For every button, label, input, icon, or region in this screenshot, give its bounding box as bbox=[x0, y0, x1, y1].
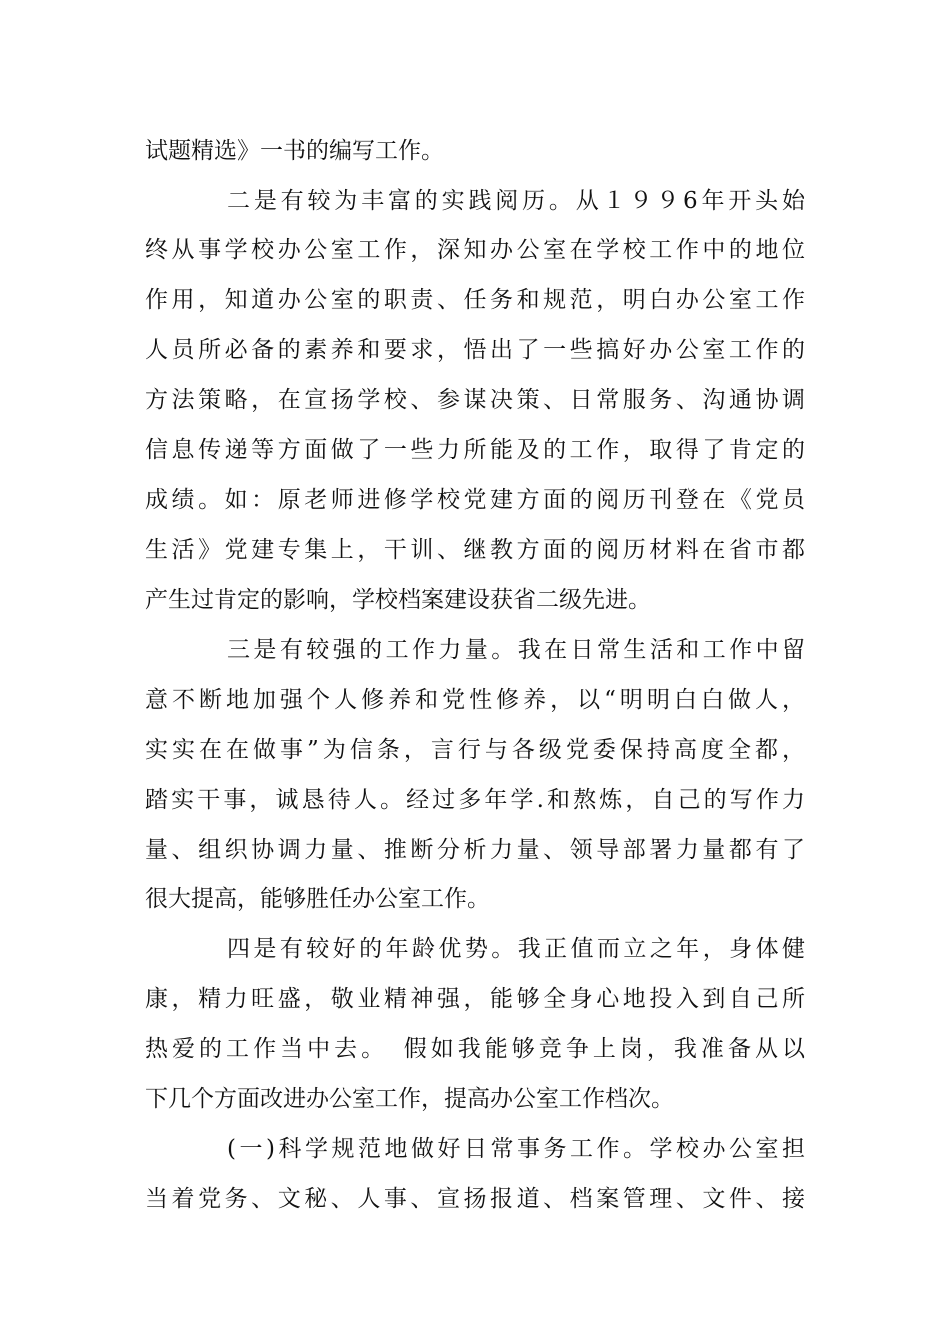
paragraph-first-line: (一)科学规范地做好日常事务工作。学校办公室担 bbox=[227, 1136, 805, 1162]
text-line: 信息传递等方面做了一些力所能及的工作，取得了肯定的 bbox=[145, 437, 805, 463]
paragraph-first-line: 四是有较好的年龄优势。我正值而立之年，身体健 bbox=[227, 936, 805, 962]
text-line: 踏实干事，诚恳待人。经过多年学.和熬炼，自己的写作力 bbox=[145, 787, 805, 813]
text-line: 热爱的工作当中去。 假如我能够竞争上岗，我准备从以 bbox=[145, 1036, 805, 1062]
paragraph-first-line: 二是有较为丰富的实践阅历。从１９９6年开头始 bbox=[227, 188, 805, 214]
text-line: 产生过肯定的影响，学校档案建设获省二级先进。 bbox=[145, 587, 651, 613]
text-line: 实实在在做事”为信条，言行与各级党委保持高度全都， bbox=[145, 737, 805, 763]
text-line: 下几个方面改进办公室工作，提高办公室工作档次。 bbox=[145, 1086, 674, 1112]
text-line: 终从事学校办公室工作，深知办公室在学校工作中的地位 bbox=[145, 237, 805, 263]
text-line: 试题精选》一书的编写工作。 bbox=[145, 138, 444, 164]
text-line: 当着党务、文秘、人事、宣扬报道、档案管理、文件、接 bbox=[145, 1186, 805, 1212]
text-line: 量、组织协调力量、推断分析力量、领导部署力量都有了 bbox=[145, 837, 805, 863]
text-line: 作用，知道办公室的职责、任务和规范，明白办公室工作 bbox=[145, 287, 805, 313]
text-line: 生活》党建专集上，干训、继教方面的阅历材料在省市都 bbox=[145, 537, 805, 563]
text-line: 康，精力旺盛，敬业精神强，能够全身心地投入到自己所 bbox=[145, 986, 805, 1012]
text-line: 意不断地加强个人修养和党性修养，以“明明白白做人， bbox=[145, 687, 805, 713]
text-line: 方法策略，在宣扬学校、参谋决策、日常服务、沟通协调 bbox=[145, 387, 805, 413]
text-line: 人员所必备的素养和要求，悟出了一些搞好办公室工作的 bbox=[145, 337, 805, 363]
text-line: 很大提高，能够胜任办公室工作。 bbox=[145, 886, 490, 912]
text-line: 成绩。如：原老师进修学校党建方面的阅历刊登在《党员 bbox=[145, 487, 805, 513]
paragraph-first-line: 三是有较强的工作力量。我在日常生活和工作中留 bbox=[227, 637, 805, 663]
